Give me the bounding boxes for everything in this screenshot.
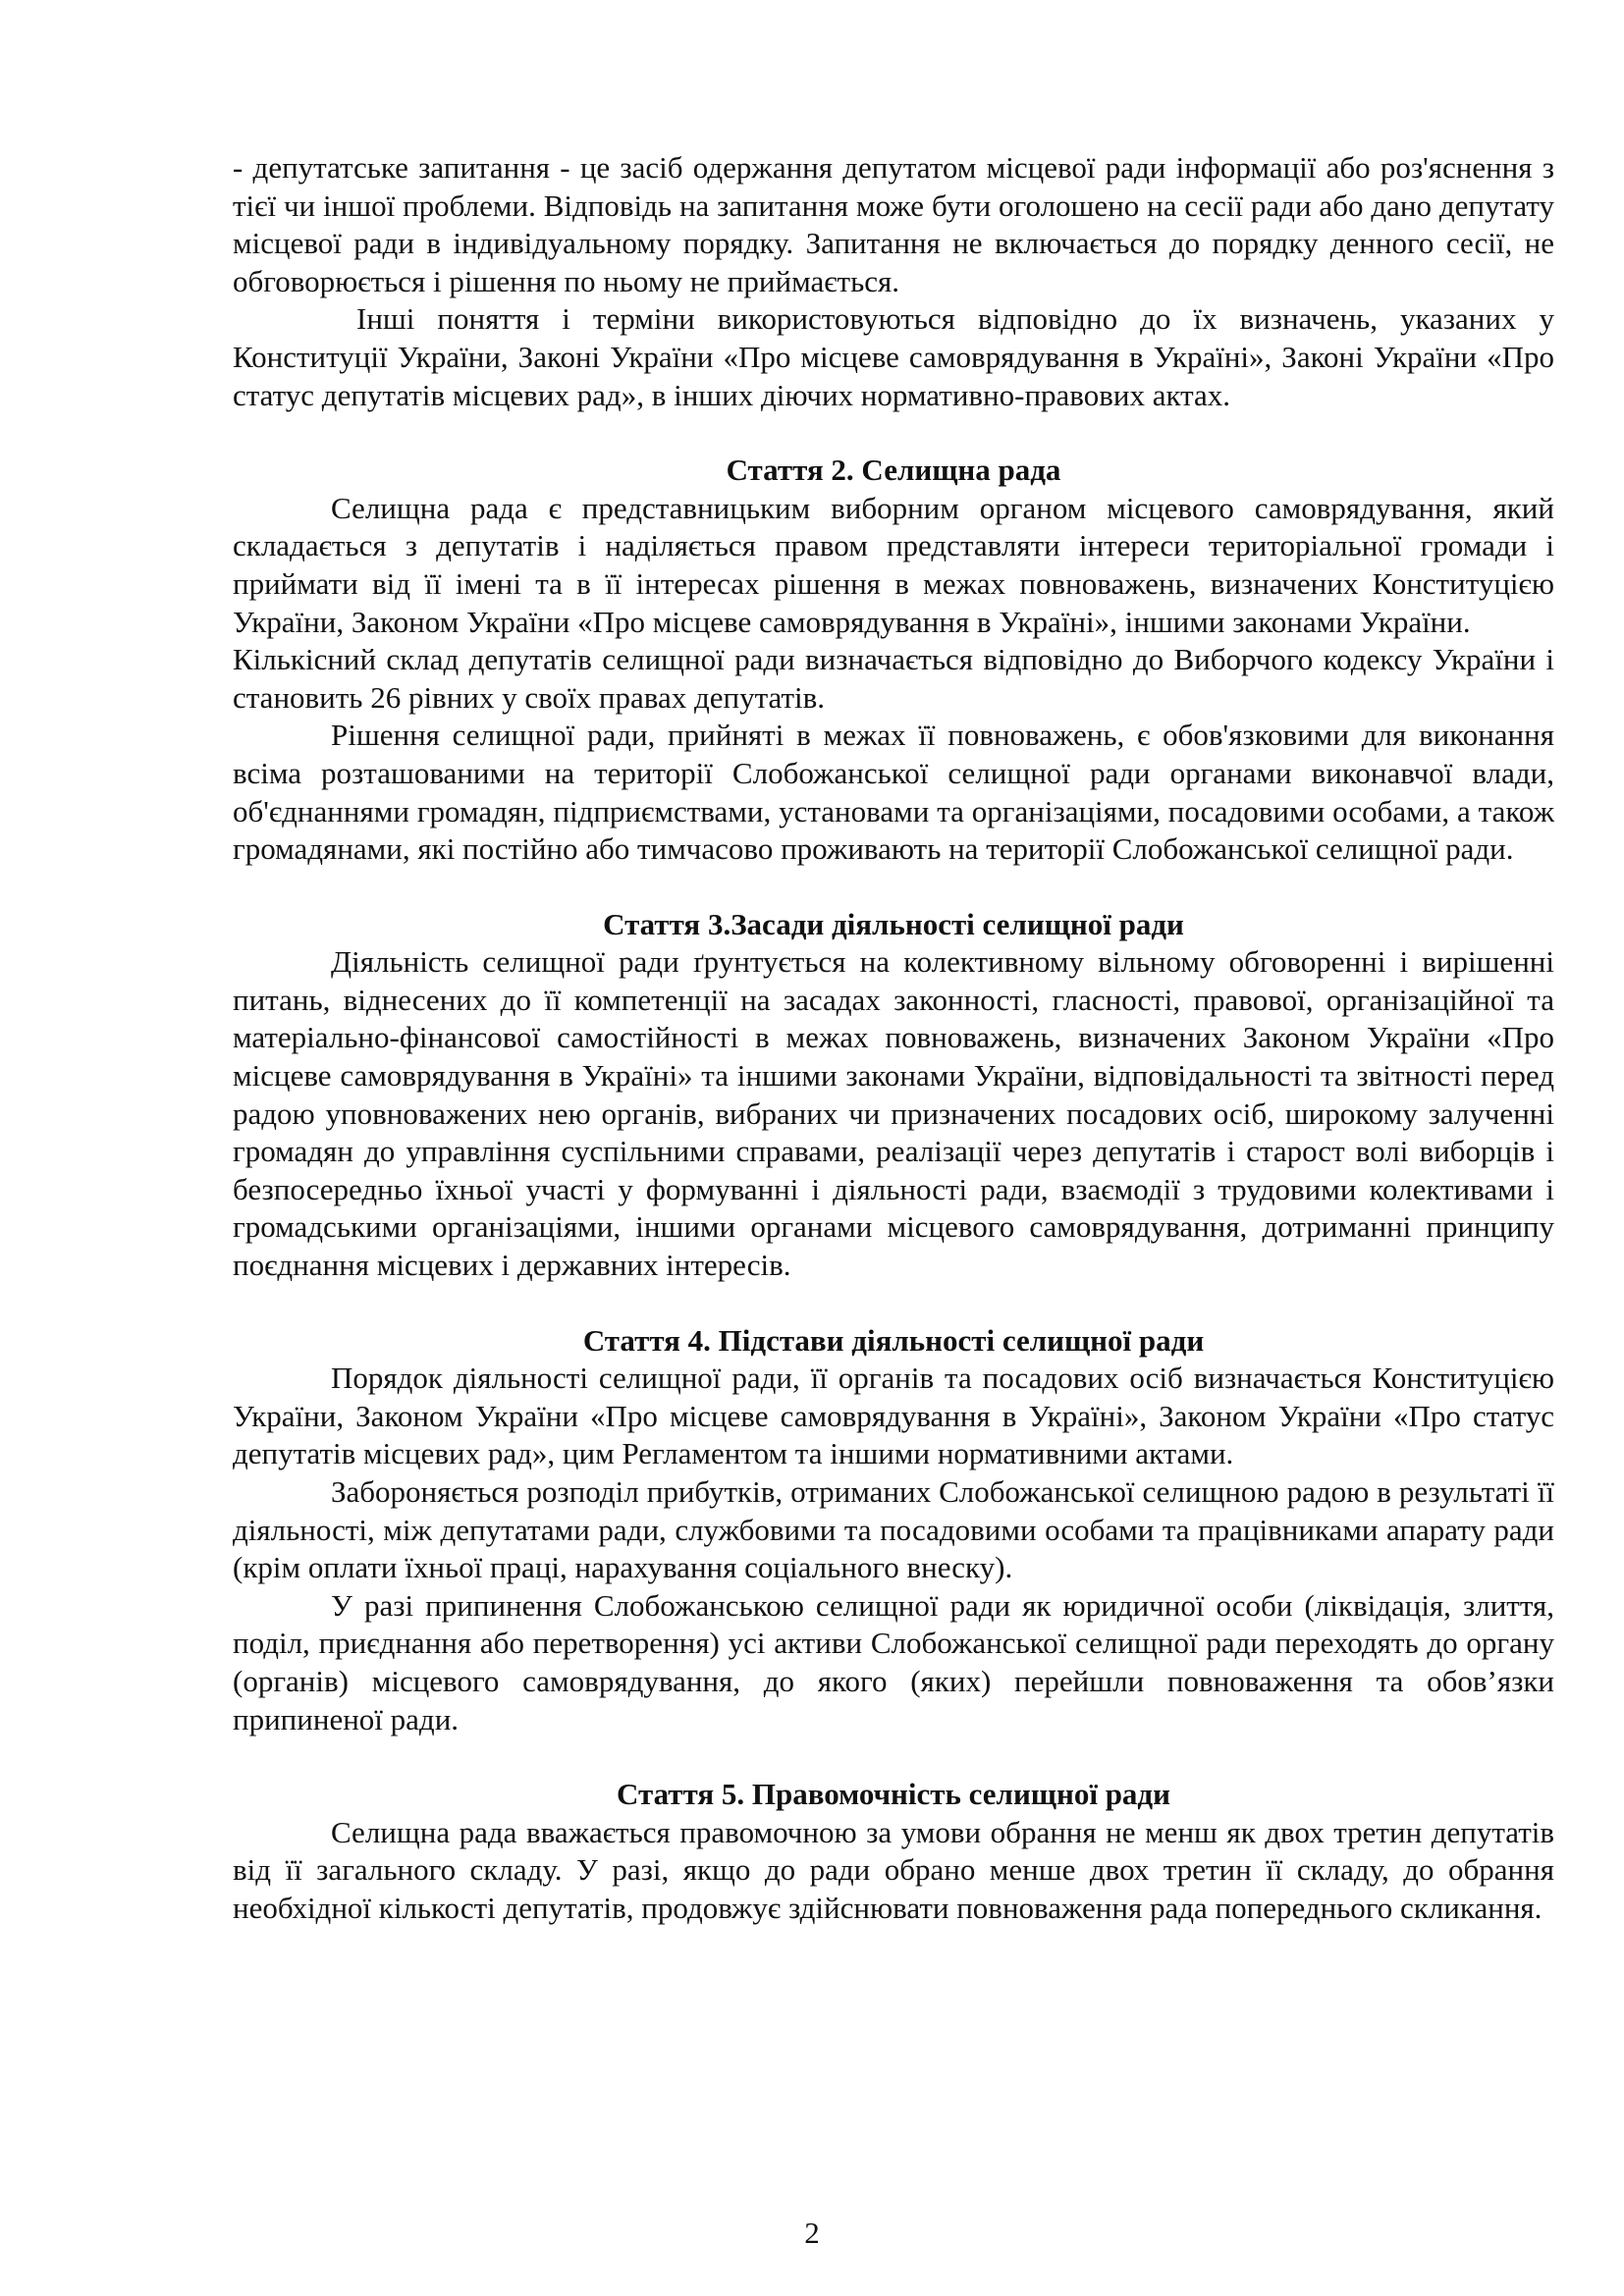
article-4-title: Стаття 4. Підстави діяльності селищної ради <box>582 1322 1205 1358</box>
article-5-title: Стаття 5. Правомочність селищної ради <box>617 1777 1170 1812</box>
article-3-paragraph-1: Діяльність селищної ради ґрунтується на колективному вільному обговоренні і вирішенні питань, віднесених до її компетенції на засадах законності, гласності, правової, організаційної та матеріально-фінансової самостійності в межах повноважень, визначених Законом України «Про місцеве самоврядування в Україні» та іншими законами України, відповідальності та звітності перед радою уповноважених нею органів, вибраних чи призначених посадових осіб, широкому залученні громадян до управління суспільними справами, реалізації через депутатів і старост волі виборців і безпосередньо їхньої участі у формуванні і діяльності ради, взаємодії з трудовими колективами і громадськими організаціями, іншими органами місцевого самоврядування, дотриманні принципу поєднання місцевих і державних інтересів. <box>233 944 1554 1283</box>
article-4-paragraph-3: У разі припинення Слобожанською селищної ради як юридичної особи (ліквідація, злиття, поділ, приєднання або перетворення) усі активи Слобожанської селищної ради переходять до органу (органів) місцевого самоврядування, до якого (яких) перейшли повноваження та обов’язки припиненої ради. <box>233 1587 1554 1736</box>
article-2-paragraph-3: Рішення селищної ради, прийняті в межах її повноважень, є обов'язковими для виконання всіма розташованими на території Слобожанської селищної ради органами виконавчої влади, об'єднаннями громадян, підприємствами, установами та організаціями, посадовими особами, а також громадянами, які постійно або тимчасово проживають на території Слобожанської селищної ради. <box>233 718 1554 867</box>
article-2-title: Стаття 2. Селищна рада <box>726 453 1061 488</box>
article-4-paragraph-1: Порядок діяльності селищної ради, її органів та посадових осіб визначається Конституцією України, Законом України «Про місцеве самоврядування в Україні», Законом України «Про статус депутатів місцевих рад», цим Регламентом та іншими нормативними актами. <box>233 1361 1554 1471</box>
article-2-paragraph-1: Селищна рада є представницьким виборним органом місцевого самоврядування, який складається з депутатів і наділяється правом представляти інтереси територіальної громади і приймати від її імені та в її інтересах рішення в межах повноважень, визначених Конституцією України, Законом України «Про місцеве самоврядування в Україні», іншими законами України. <box>233 490 1554 639</box>
article-3-title: Стаття 3.Засади діяльності селищної ради <box>603 906 1184 941</box>
page-number: 2 <box>804 2216 820 2250</box>
intro-paragraph-2: Інші поняття і терміни використовуються відповідно до їх визначень, указаних у Конституції України, Законі України «Про місцеве самоврядування в Україні», Законі України «Про статус депутатів місцевих рад», в інших діючих нормативно-правових актах. <box>233 301 1554 412</box>
article-5-paragraph-1: Селищна рада вважається правомочною за умови обрання не менш як двох третин депутатів від її загального складу. У разі, якщо до ради обрано менше двох третин її складу, до обрання необхідної кількості депутатів, продовжує здійснювати повноваження рада попереднього скликання. <box>233 1814 1554 1925</box>
intro-paragraph-1: - депутатське запитання - це засіб одержання депутатом місцевої ради інформації або роз'яснення з тієї чи іншої проблеми. Відповідь на запитання може бути оголошено на сесії ради або дано депутату місцевої ради в індивідуальному порядку. Запитання не включається до порядку денного сесії, не обговорюється і рішення по ньому не приймається. <box>233 150 1554 298</box>
article-4-paragraph-2: Забороняється розподіл прибутків, отриманих Слобожанської селищною радою в результаті її діяльності, між депутатами ради, службовими та посадовими особами та працівниками апарату ради (крім оплати їхньої праці, нарахування соціального внеску). <box>233 1474 1554 1585</box>
article-2-paragraph-2: Кількісний склад депутатів селищної ради визначається відповідно до Виборчого кодексу України і становить 26 рівних у своїх правах депутатів. <box>233 642 1554 715</box>
document-page <box>233 149 1554 1928</box>
